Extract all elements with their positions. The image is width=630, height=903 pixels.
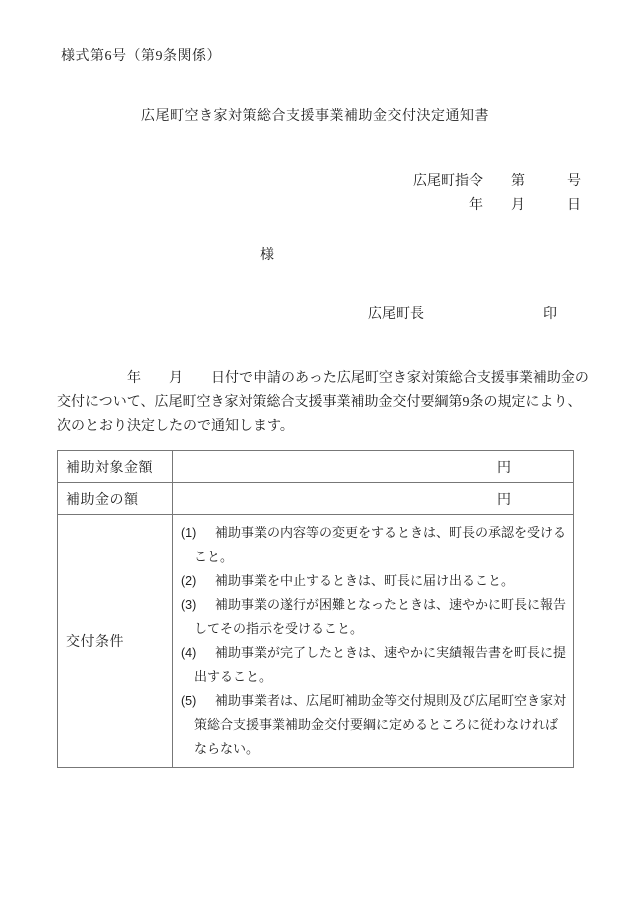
body-line: 交付について、広尾町空き家対策総合支援事業補助金交付要綱第9条の規定により、: [57, 395, 582, 410]
table-row-grant-conditions: [58, 515, 574, 768]
condition-item-1: [181, 521, 567, 569]
condition-number: (3): [181, 598, 197, 612]
condition-text: 補助事業者は、広尾町補助金等交付規則及び広尾町空き家対策総合支援事業補助金交付要綱に定めるところに従わなければならない。: [194, 693, 567, 756]
value-subsidy-amount: 円: [173, 483, 574, 515]
condition-item-3: [181, 593, 567, 641]
condition-text: 補助事業が完了したときは、速やかに実績報告書を町長に提出すること。: [194, 645, 567, 684]
directive-block: [0, 170, 630, 218]
directive-number-line: 広尾町指令 第 号: [413, 174, 581, 189]
decision-table: [57, 450, 574, 768]
condition-item-5: [181, 689, 567, 761]
label-grant-conditions: 交付条件: [58, 515, 173, 768]
table-row-subsidy-amount: [58, 483, 574, 515]
addressee-honorific: 様: [260, 248, 274, 263]
condition-number: (1): [181, 526, 197, 540]
body-paragraph: [0, 367, 630, 439]
condition-text: 補助事業の内容等の変更をするときは、町長の承認を受けること。: [194, 525, 567, 564]
signature-line: [0, 305, 630, 324]
table-row-subsidy-target-amount: [58, 451, 574, 483]
condition-number: (5): [181, 694, 197, 708]
condition-text: 補助事業を中止するときは、町長に届け出ること。: [215, 573, 515, 588]
condition-text: 補助事業の遂行が困難となったときは、速やかに町長に報告してその指示を受けること。: [194, 597, 567, 636]
issue-date-line: 年 月 日: [469, 198, 581, 213]
form-number: 様式第6号（第9条関係）: [61, 49, 221, 64]
condition-number: (2): [181, 574, 197, 588]
mayor-title: 広尾町長: [368, 307, 424, 322]
body-line: 次のとおり決定したので通知します。: [57, 419, 294, 434]
seal-mark: 印: [543, 307, 557, 322]
condition-item-2: [181, 569, 567, 593]
label-subsidy-target-amount: 補助対象金額: [58, 451, 173, 483]
label-subsidy-amount: 補助金の額: [58, 483, 173, 515]
grant-conditions-list: [173, 515, 574, 768]
document-title: 広尾町空き家対策総合支援事業補助金交付決定通知書: [141, 109, 489, 124]
condition-number: (4): [181, 646, 197, 660]
value-subsidy-target-amount: 円: [173, 451, 574, 483]
body-line: 年 月 日付で申請のあった広尾町空き家対策総合支援事業補助金の: [57, 371, 589, 386]
condition-item-4: [181, 641, 567, 689]
